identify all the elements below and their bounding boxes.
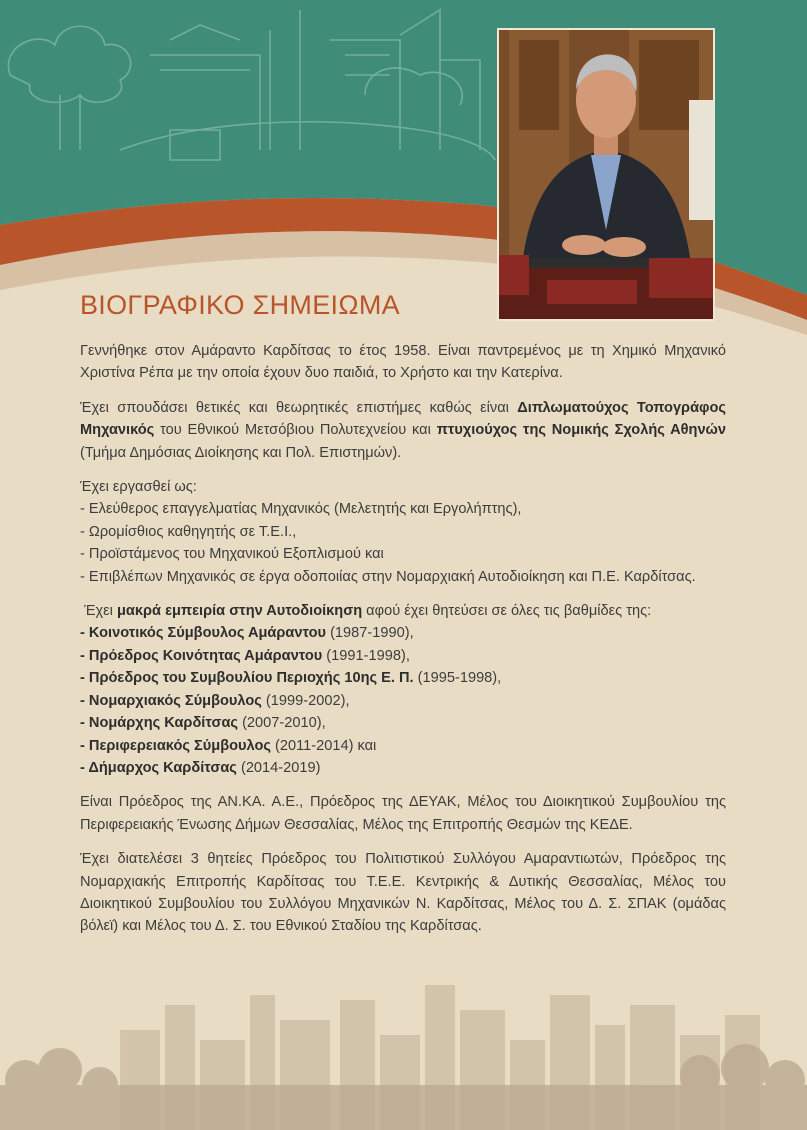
local-gov-section <box>80 600 726 779</box>
list-item: - Νομάρχης Καρδίτσας (2007-2010), <box>80 715 326 732</box>
education-paragraph: Έχει σπουδάσει θετικές και θεωρητικές επιστήμες καθώς είναι Διπλωματούχος Τοπογράφος Μηχανικός του Εθνικού Μετσόβιου Πολυτεχνείου και πτυχιούχος της Νομικής Σχολής Αθηνών (Τμήμα Δημόσιας Διοίκησης και Πολ. Επιστημών). <box>80 399 727 461</box>
intro-paragraph: Γεννήθηκε στον Αμάραντο Καρδίτσας το έτος 1958. Είναι παντρεμένος με τη Χημικό Μηχανικό Χριστίνα Ρέπα με την οποία έχουν δυο παιδιά, το Χρήστο και την Κατερίνα. <box>80 343 726 382</box>
list-item: - Πρόεδρος του Συμβουλίου Περιοχής 10ης Ε. Π. (1995-1998), <box>80 670 502 687</box>
list-item: - Περιφερειακός Σύμβουλος (2011-2014) και <box>80 737 377 754</box>
biography-text <box>80 340 726 938</box>
degree-engineering: Διπλωματούχος Τοπογράφος Μηχανικός <box>80 399 727 439</box>
list-item: - Πρόεδρος Κοινότητας Αμάραντου (1991-1998), <box>80 647 410 664</box>
list-item: - Επιβλέπων Μηχανικός σε έργα οδοποιίας στην Νομαρχιακή Αυτοδιοίκηση και Π.Ε. Καρδίτσας. <box>80 568 696 585</box>
work-intro: Έχει εργασθεί ως: <box>80 479 197 496</box>
past-positions-paragraph: Έχει διατελέσει 3 θητείες Πρόεδρος του Πολιτιστικού Συλλόγου Αμαραντιωτών, Πρόεδρος της Νομαρχιακής Επιτροπής Καρδίτσας του Τ.Ε.Ε. Κεντρικής & Δυτικής Θεσσαλίας, Μέλος του Διοικητικού Συμβουλίου του Συλλόγου Μηχανικών Ν. Καρδίτσας, Μέλος του Δ. Σ. ΣΠΑΚ (ομάδας βόλεϊ) και Μέλος του Δ. Σ. του Εθνικού Σταδίου της Καρδίτσας. <box>80 851 726 935</box>
list-item: - Νομαρχιακός Σύμβουλος (1999-2002), <box>80 692 350 709</box>
work-section <box>80 476 726 588</box>
current-positions-paragraph: Είναι Πρόεδρος της ΑΝ.ΚΑ. Α.Ε., Πρόεδρος της ΔΕΥΑΚ, Μέλος του Διοικητικού Συμβουλίου της Περιφερειακής Ένωσης Δήμων Θεσσαλίας, Μέλος της Επιτροπής Θεσμών της ΚΕΔΕ. <box>80 794 726 833</box>
page-title: ΒΙΟΓΡΑΦΙΚΟ ΣΗΜΕΙΩΜΑ <box>80 290 400 320</box>
list-item: - Δήμαρχος Καρδίτσας (2014-2019) <box>80 759 321 776</box>
list-item: - Ωρομίσθιος καθηγητής σε Τ.Ε.Ι., <box>80 523 297 540</box>
list-item: - Κοινοτικός Σύμβουλος Αμάραντου (1987-1990), <box>80 625 414 642</box>
list-item: - Προϊστάμενος του Μηχανικού Εξοπλισμού και <box>80 546 384 563</box>
list-item: - Ελεύθερος επαγγελματίας Μηχανικός (Μελετητής και Εργολήπτης), <box>80 501 522 518</box>
local-gov-intro: Έχει μακρά εμπειρία στην Αυτοδιοίκηση αφού έχει θητεύσει σε όλες τις βαθμίδες της: <box>84 603 652 620</box>
portrait-photo <box>497 28 715 321</box>
degree-law: πτυχιούχος της Νομικής Σχολής Αθηνών <box>436 422 727 439</box>
